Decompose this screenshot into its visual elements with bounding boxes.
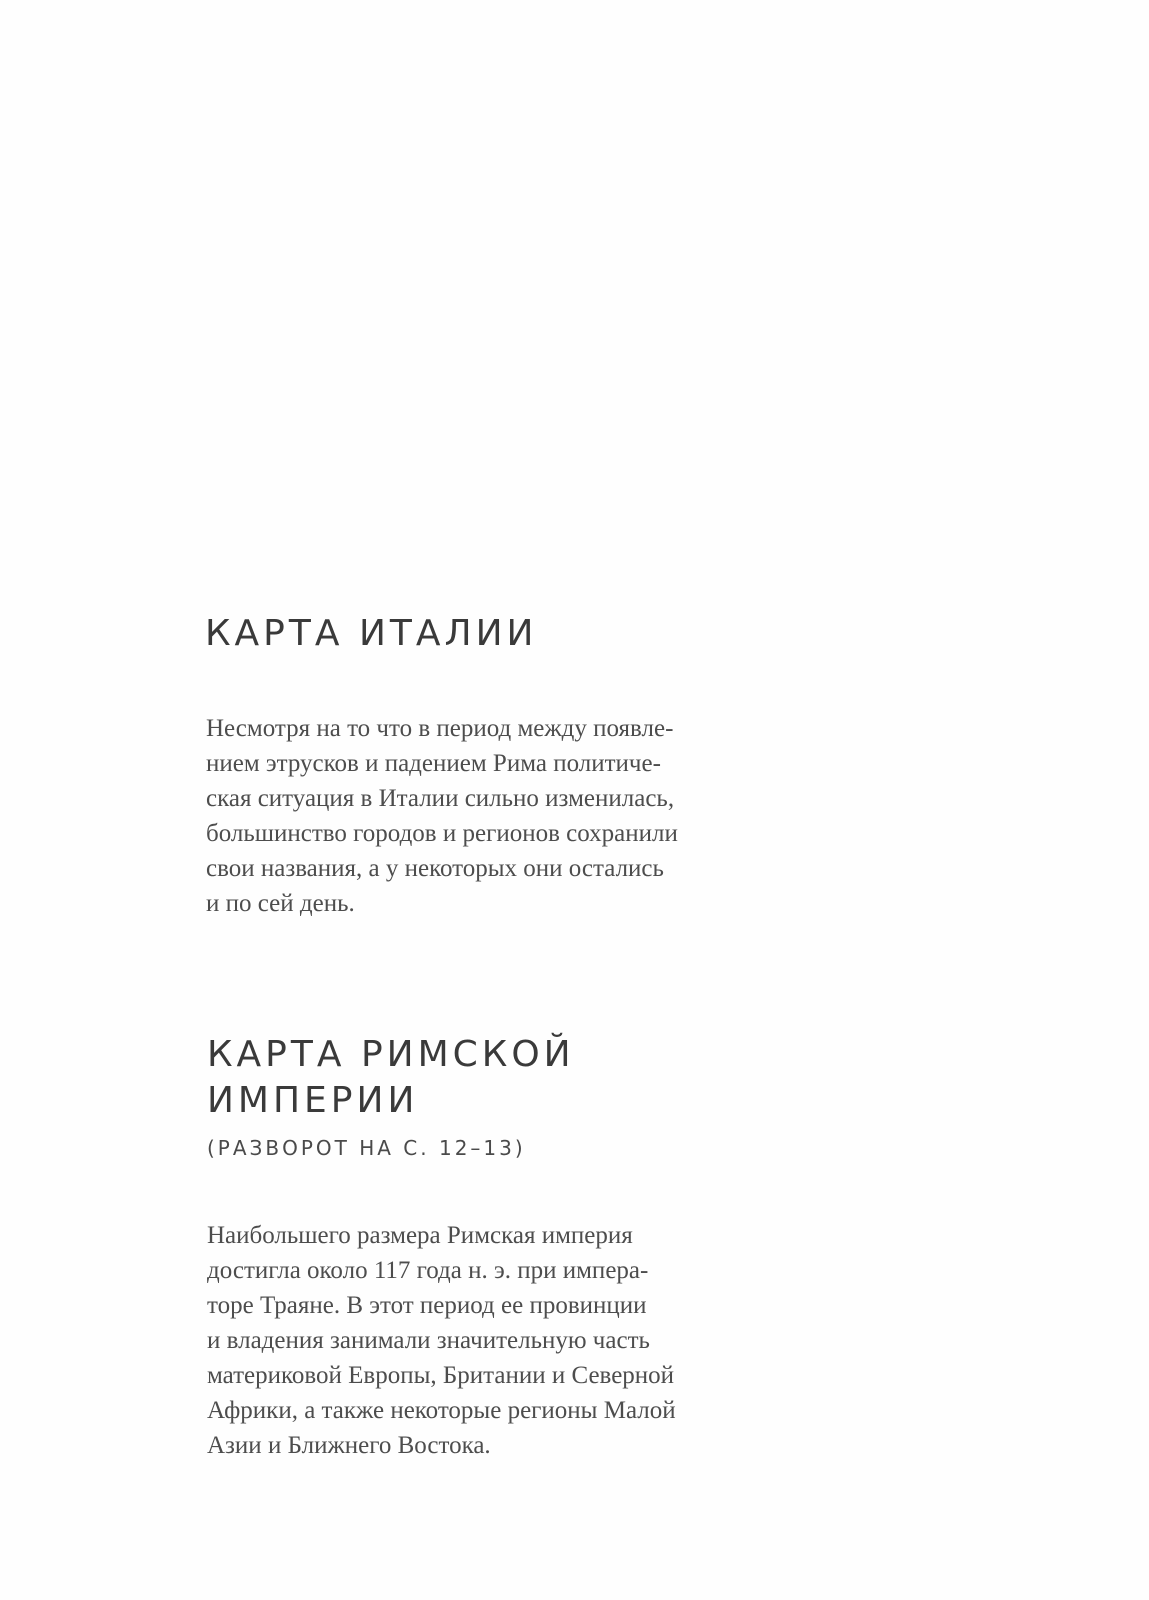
paragraph-map-of-italy (206, 711, 678, 921)
text-line: свои названия, а у некоторых они остались (206, 855, 664, 882)
page-reference-subtitle: (РАЗВОРОТ НА С. 12–13) (207, 1136, 526, 1160)
text-line: нием этрусков и падением Рима политиче- (206, 750, 661, 777)
paragraph-map-of-roman-empire (207, 1218, 676, 1463)
text-line: большинство городов и регионов сохранили (206, 820, 678, 847)
heading-map-of-roman-empire-line2: ИМПЕРИИ (207, 1080, 419, 1121)
heading-map-of-roman-empire: КАРТА РИМСКОЙ (207, 1034, 575, 1075)
text-line: торе Траяне. В этот период ее провинции (207, 1292, 647, 1319)
text-line: Наибольшего размера Римская империя (207, 1222, 633, 1249)
heading-map-of-italy: КАРТА ИТАЛИИ (205, 613, 538, 654)
text-line: Азии и Ближнего Востока. (207, 1432, 491, 1459)
text-line: Африки, а также некоторые регионы Малой (207, 1397, 676, 1424)
text-line: Несмотря на то что в период между появле- (206, 715, 674, 742)
text-line: и владения занимали значительную часть (207, 1327, 650, 1354)
text-line: и по сей день. (206, 890, 355, 917)
text-line: материковой Европы, Британии и Северной (207, 1362, 675, 1389)
text-line: ская ситуация в Италии сильно изменилась, (206, 785, 675, 812)
text-line: достигла около 117 года н. э. при импера- (207, 1257, 649, 1284)
